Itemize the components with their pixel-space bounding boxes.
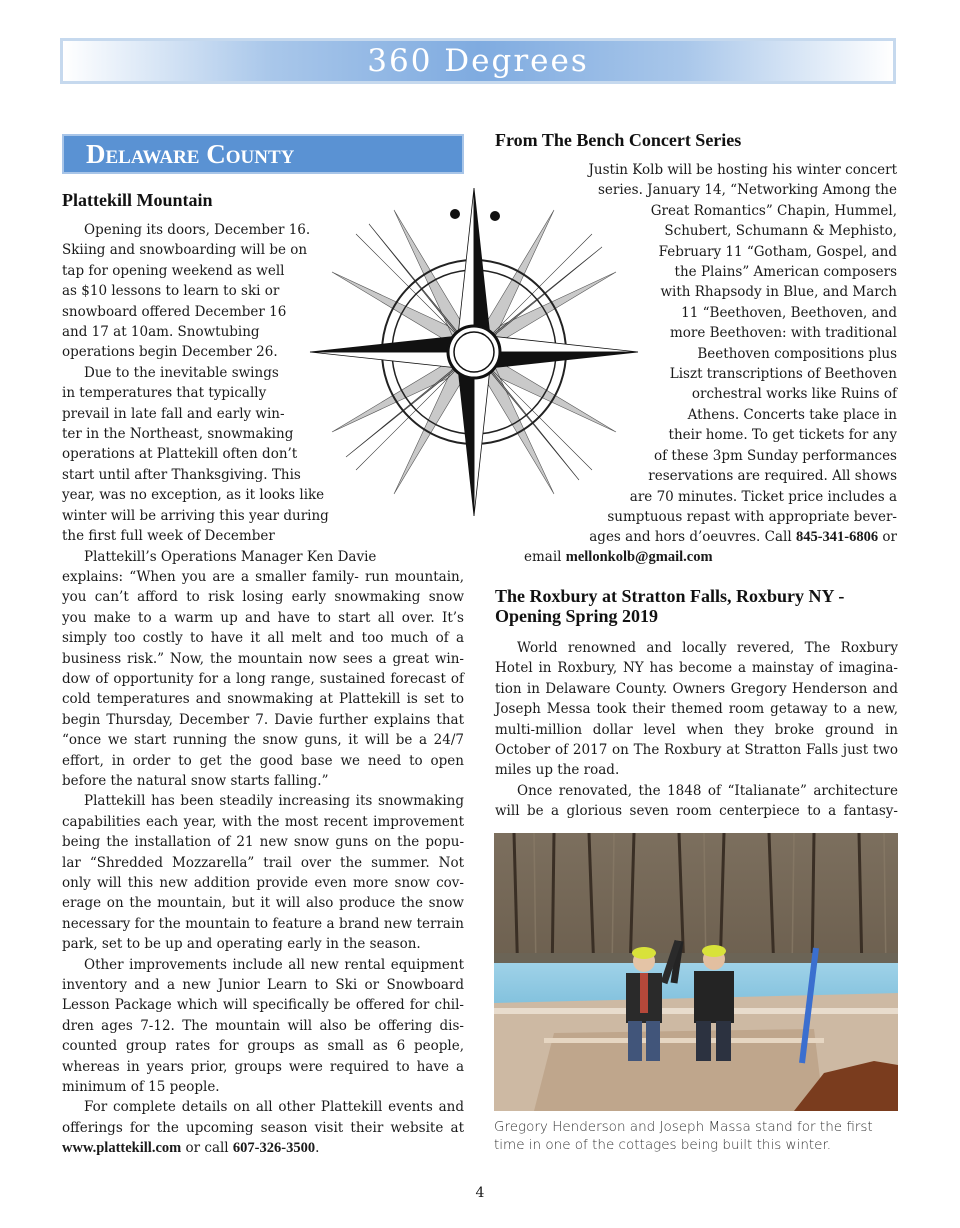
article-line: snowboard offered December 16: [62, 303, 287, 320]
concert-heading: From The Bench Concert Series: [495, 130, 742, 150]
concert-line: sumptuous repast with appropriate bever-: [607, 508, 897, 525]
article-line: you make to a warm up and have to start all over. It’s: [62, 609, 464, 626]
article-line: whereas in years prior, groups were required to have a: [62, 1058, 464, 1075]
roxbury-line: will be a glorious seven room centerpiece to a fantasy-: [495, 803, 898, 820]
article-line: “once we start running the snow guns, it will be a 24/7: [62, 732, 464, 749]
roxbury-line: Hotel in Roxbury, NY has become a mainstay of imagina-: [495, 660, 898, 677]
roxbury-line: October of 2017 on The Roxbury at Stratton Falls just two: [495, 742, 898, 759]
concert-line: Liszt transcriptions of Beethoven: [669, 366, 897, 383]
page-banner: [60, 38, 896, 84]
roxbury-line: multi-million dollar level when they broke ground in: [495, 721, 898, 738]
article-line: dow of opportunity for a long range, sustained forecast of: [62, 670, 464, 687]
article-line: begin Thursday, December 7. Davie further explains that: [62, 711, 464, 728]
article-line: and 17 at 10am. Snowtubing: [62, 324, 260, 341]
article-line: winter will be arriving this year during: [62, 507, 329, 524]
article-line: explains: “When you are a smaller family- run mountain,: [62, 568, 464, 585]
concert-phone: 845-341-6806: [795, 529, 879, 546]
article-line: park, set to be up and operating early in the season.: [62, 936, 421, 953]
article-line: prevail in late fall and early win-: [62, 405, 285, 422]
plattekill-heading: Plattekill Mountain: [62, 190, 213, 210]
article-line: lar “Shredded Mozzarella” trail over the summer. Not: [62, 854, 464, 871]
concert-line: series. January 14, “Networking Among the: [597, 182, 897, 199]
roxbury-line: tion in Delaware County. Owners Gregory Henderson and: [495, 680, 898, 697]
article-line: For complete details on all other Plattekill events and: [84, 1099, 464, 1116]
article-line: Skiing and snowboarding will be on: [62, 242, 308, 259]
article-line: ter in the Northeast, snowmaking: [62, 426, 294, 443]
article-line: Other improvements include all new rental equipment: [84, 956, 464, 973]
article-line: being the installation of 21 new snow guns on the popu-: [62, 834, 464, 851]
article-line-contact: [62, 1138, 464, 1158]
article-line: you can’t afford to risk losing early snowmaking snow: [62, 589, 464, 606]
contact-period: .: [315, 1140, 320, 1157]
roxbury-line: miles up the road.: [495, 762, 620, 779]
concert-line: Schubert, Schumann & Mephisto,: [664, 223, 897, 240]
article-line: start until after Thanksgiving. This: [62, 466, 301, 483]
article-line: Due to the inevitable swings: [84, 364, 279, 381]
concert-line: more Beethoven: with traditional: [669, 325, 897, 342]
concert-email-link[interactable]: mellonkolb@gmail.com: [565, 549, 713, 565]
photo-caption: Gregory Henderson and Joseph Massa stand for the first time in one of the cottages being built this winter.: [494, 1119, 873, 1153]
page-number: 4: [475, 1185, 485, 1201]
concert-line: the Plains” American composers: [674, 264, 897, 281]
concert-line: are 70 minutes. Ticket price includes a: [629, 488, 897, 505]
plattekill-website-link[interactable]: www.plattekill.com: [62, 1140, 182, 1157]
article-line: operations at Plattekill often don’t: [62, 446, 298, 463]
article-line: erage on the mountain, but it will also produce the snow: [62, 895, 464, 912]
article-line: necessary for the mountain to feature a brand new terrain: [62, 915, 464, 932]
banner-title: 360 Degrees: [367, 43, 589, 79]
concert-line: orchestral works like Ruins of: [691, 386, 897, 403]
construction-photo: [494, 833, 898, 1111]
section-header: [62, 134, 464, 174]
concert-line: Justin Kolb will be hosting his winter concert: [588, 162, 897, 178]
article-line: minimum of 15 people.: [62, 1079, 220, 1096]
concert-line: Great Romantics” Chapin, Hummel,: [650, 202, 897, 219]
article-line: counted group rates for groups as small as 6 people,: [62, 1038, 464, 1055]
article-line: Plattekill’s Operations Manager Ken Davie: [84, 548, 377, 565]
article-line: the first full week of December: [62, 528, 275, 545]
concert-line: Athens. Concerts take place in: [687, 406, 897, 423]
plattekill-article: [62, 220, 464, 1159]
article-line: year, was no exception, as it looks like: [62, 487, 325, 504]
email-prefix: email: [524, 549, 566, 565]
article-line: dren ages 7-12. The mountain will also be offering dis-: [62, 1017, 464, 1034]
concert-line: reservations are required. All shows: [648, 468, 897, 485]
concert-line: of these 3pm Sunday performances: [654, 447, 897, 464]
section-title: Delaware County: [86, 139, 295, 169]
article-line: cold temperatures and snowmaking at Plattekill is set to: [62, 691, 464, 708]
concert-line: with Rhapsody in Blue, and March: [660, 284, 897, 301]
call-text: ages and hors d’oeuvres. Call: [589, 529, 796, 546]
article-line: tap for opening weekend as well: [62, 262, 285, 279]
contact-connector: or call: [181, 1140, 233, 1157]
article-line: Lesson Package which will specifically be offered for chil-: [62, 997, 464, 1014]
plattekill-phone: 607-326-3500: [232, 1140, 316, 1157]
concert-line: 11 “Beethoven, Beethoven, and: [681, 304, 897, 321]
article-line: before the natural snow starts falling.”: [62, 772, 329, 789]
concert-call-line: [520, 527, 897, 547]
article-line: only will this new addition provide even more snow cov-: [62, 875, 464, 891]
roxbury-line: Once renovated, the 1848 of “Italianate” architecture: [517, 782, 898, 799]
article-line: operations begin December 26.: [62, 344, 278, 361]
roxbury-heading-line-1: The Roxbury at Stratton Falls, Roxbury NY -: [495, 586, 845, 606]
article-line: capabilities each year, with the most recent improvement: [62, 813, 464, 830]
article-line: offerings for the upcoming season visit their website at: [62, 1119, 464, 1136]
concert-line: February 11 “Gotham, Gospel, and: [658, 243, 897, 260]
article-line: Opening its doors, December 16.: [84, 222, 311, 238]
article-line: effort, in order to get the good base we need to open: [62, 752, 464, 769]
roxbury-line: World renowned and locally revered, The Roxbury: [517, 640, 898, 656]
concert-email-line: [524, 547, 713, 567]
roxbury-article: [495, 638, 898, 822]
article-line: as $10 lessons to learn to ski or: [62, 283, 280, 300]
roxbury-heading-line-2: Opening Spring 2019: [495, 606, 659, 626]
article-line: Plattekill has been steadily increasing its snowmaking: [84, 793, 464, 810]
concert-article: [520, 160, 897, 548]
concert-line: their home. To get tickets for any: [668, 427, 897, 444]
call-or: or: [878, 529, 897, 546]
article-line: business risk.” Now, the mountain now sees a great win-: [62, 650, 464, 667]
article-line: simply too costly to have it all melt and too much of a: [62, 630, 464, 647]
concert-line: Beethoven compositions plus: [697, 345, 897, 362]
article-line: inventory and a new Junior Learn to Ski or Snowboard: [62, 977, 464, 994]
roxbury-line: Joseph Messa took their themed room getaway to a new,: [495, 701, 898, 718]
article-line: in temperatures that typically: [62, 385, 267, 402]
